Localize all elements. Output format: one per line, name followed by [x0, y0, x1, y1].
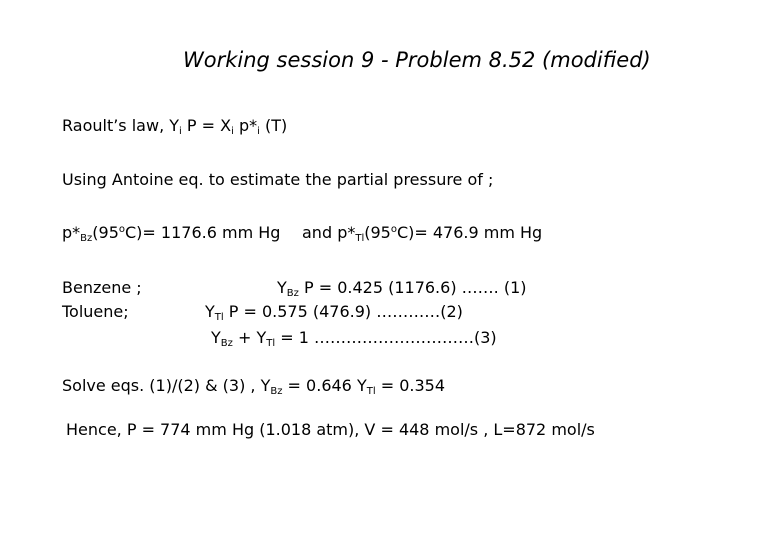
bz-sup: o: [118, 224, 125, 235]
solve-line: [62, 376, 445, 395]
eq3-c: = 1 …………………………(3): [275, 328, 497, 347]
eq1-post: P = 0.425 (1176.6) ……. (1): [298, 278, 527, 297]
tl-pre: and p*: [302, 223, 356, 242]
raoult-text-c: p*: [233, 116, 258, 135]
solve-a-sub: Bz: [270, 386, 283, 397]
raoult-sub-a: i: [179, 126, 182, 137]
label-benzene: Benzene ;: [62, 278, 142, 297]
raoult-sub-b: i: [231, 126, 234, 137]
eq2-post: P = 0.575 (476.9) …………(2): [223, 302, 463, 321]
label-toluene: Toluene;: [62, 302, 129, 321]
eq3-a: Y: [211, 328, 221, 347]
pressure-benzene: [62, 223, 280, 242]
solve-a: Solve eqs. (1)/(2) & (3) , Y: [62, 376, 271, 395]
tl-sup: o: [390, 224, 397, 235]
solve-b: = 0.646 Y: [282, 376, 367, 395]
raoult-text-b: P = X: [181, 116, 232, 135]
raoult-text-a: Raoult’s law, Y: [62, 116, 180, 135]
eq3-a-sub: Bz: [220, 338, 233, 349]
bz-post: C)= 1176.6 mm Hg: [125, 223, 281, 242]
raoult-text-d: (T): [259, 116, 288, 135]
eq2-pre: Y: [205, 302, 215, 321]
raoult-law-line: [62, 116, 287, 135]
antoine-intro-line: Using Antoine eq. to estimate the partial pressure of ;: [62, 170, 494, 189]
tl-post: C)= 476.9 mm Hg: [396, 223, 543, 242]
equation-2: [205, 302, 463, 321]
eq1-pre: Y: [277, 278, 287, 297]
solve-b-sub: Tl: [366, 386, 376, 397]
raoult-sub-c: i: [257, 126, 260, 137]
eq3-b: + Y: [232, 328, 267, 347]
bz-pre: p*: [62, 223, 81, 242]
hence-line: Hence, P = 774 mm Hg (1.018 atm), V = 448 mol/s , L=872 mol/s: [66, 420, 595, 439]
eq1-sub: Bz: [286, 288, 299, 299]
bz-sub: Bz: [80, 233, 93, 244]
solve-c: = 0.354: [375, 376, 445, 395]
page-title: Working session 9 - Problem 8.52 (modified): [183, 48, 651, 72]
bz-mid: (95: [92, 223, 119, 242]
eq2-sub: Tl: [214, 312, 224, 323]
pressure-toluene: [302, 223, 542, 242]
equation-3: [211, 328, 497, 347]
tl-sub: Tl: [355, 233, 365, 244]
eq3-b-sub: Tl: [266, 338, 276, 349]
tl-mid: (95: [364, 223, 391, 242]
equation-1: [277, 278, 526, 297]
